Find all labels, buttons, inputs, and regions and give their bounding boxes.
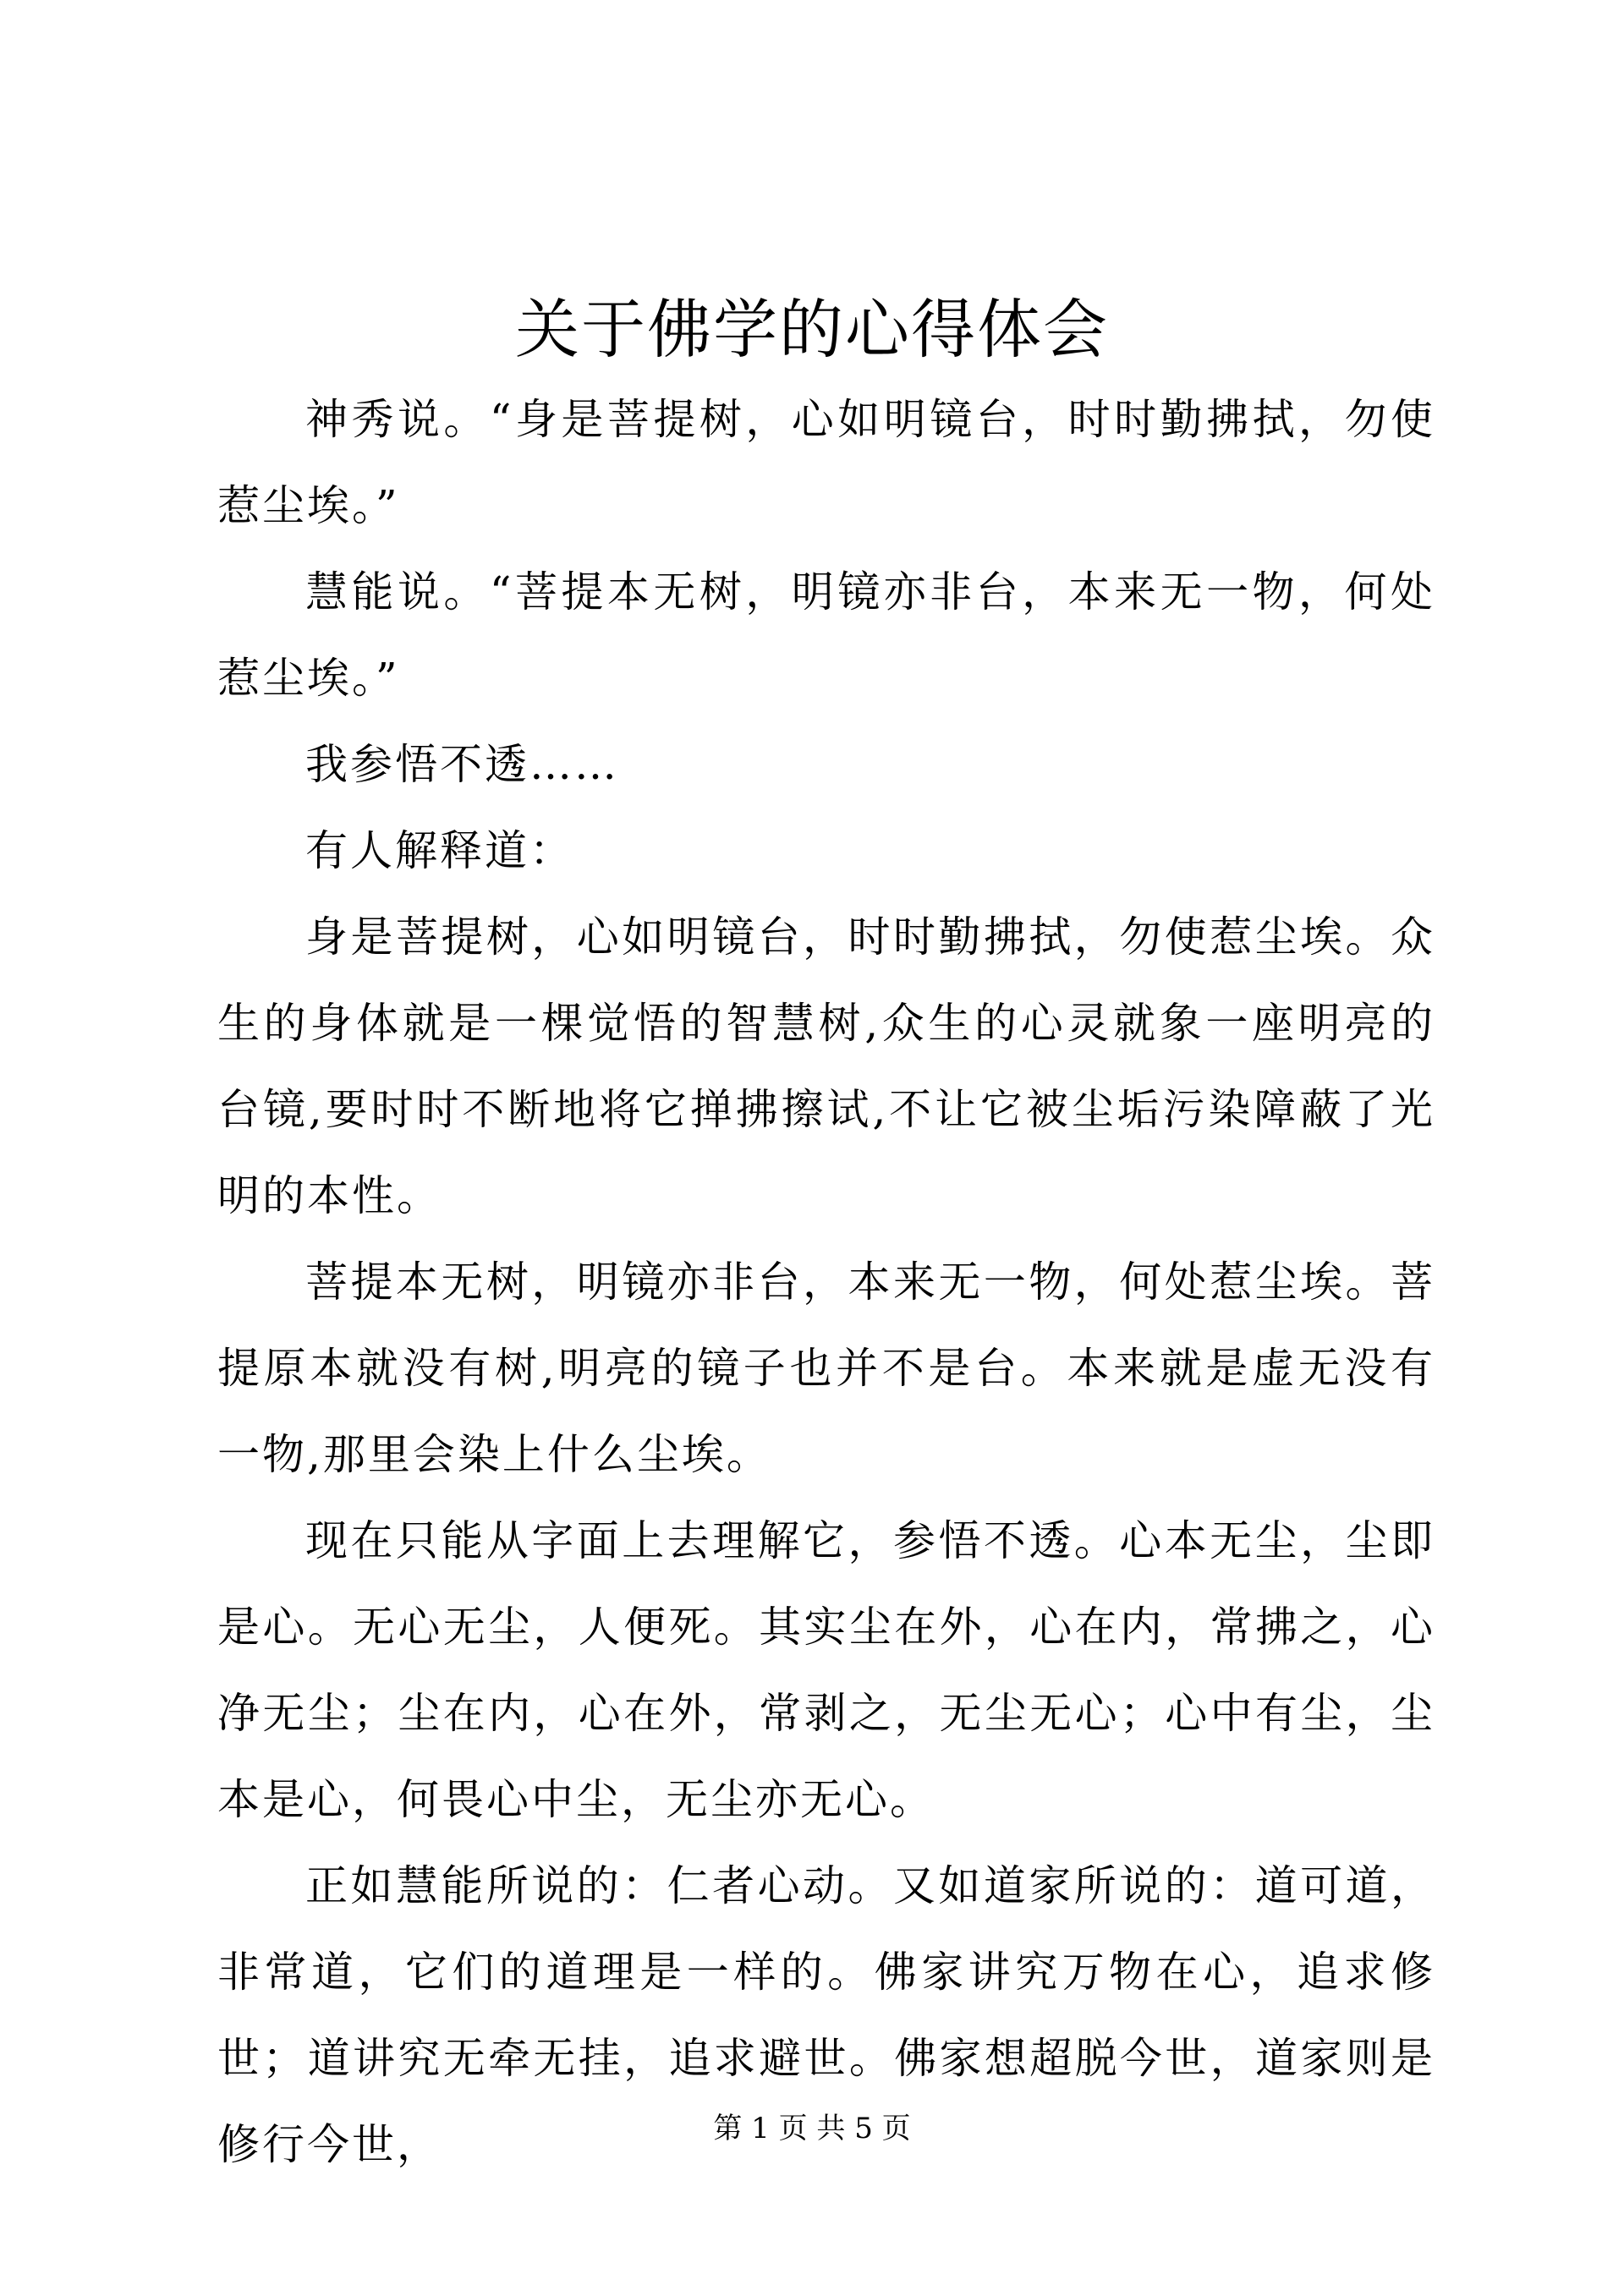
paragraph: 慧能说。“菩提本无树，明镜亦非台，本来无一物，何处惹尘埃。” [217,567,1435,703]
paragraph: 现在只能从字面上去理解它，参悟不透。心本无尘，尘即是心。无心无尘，人便死。其实尘在外，心在内，常拂之，心净无尘；尘在内，心在外，常剥之，无尘无心；心中有尘，尘本是心，何畏心中尘，无尘亦无心。 [217,1516,1435,1824]
page-number-footer: 第 1 页 共 5 页 [713,2112,911,2145]
paragraph: 我参悟不透…… [305,740,619,789]
document-body [217,376,1435,2188]
paragraph: 身是菩提树，心如明镜台，时时勤拂拭，勿使惹尘埃。众生的身体就是一棵觉悟的智慧树,众生的心灵就象一座明亮的台镜,要时时不断地将它掸拂擦试,不让它被尘垢污染障蔽了光明的本性。 [217,912,1435,1220]
paragraph: 正如慧能所说的：仁者心动。又如道家所说的：道可道，非常道，它们的道理是一样的。佛家讲究万物在心，追求修世；道讲究无牵无挂，追求避世。佛家想超脱今世，道家则是修行今世， [217,1861,1435,2169]
paragraph: 神秀说。“身是菩提树，心如明镜台，时时勤拂拭，勿使惹尘埃。” [217,395,1435,530]
document-title: 关于佛学的心得体会 [515,292,1109,367]
paragraph: 有人解释道： [305,826,574,875]
paragraph: 菩提本无树，明镜亦非台，本来无一物，何处惹尘埃。菩提原本就没有树,明亮的镜子也并不是台。本来就是虚无没有一物,那里会染上什么尘埃。 [217,1258,1435,1479]
